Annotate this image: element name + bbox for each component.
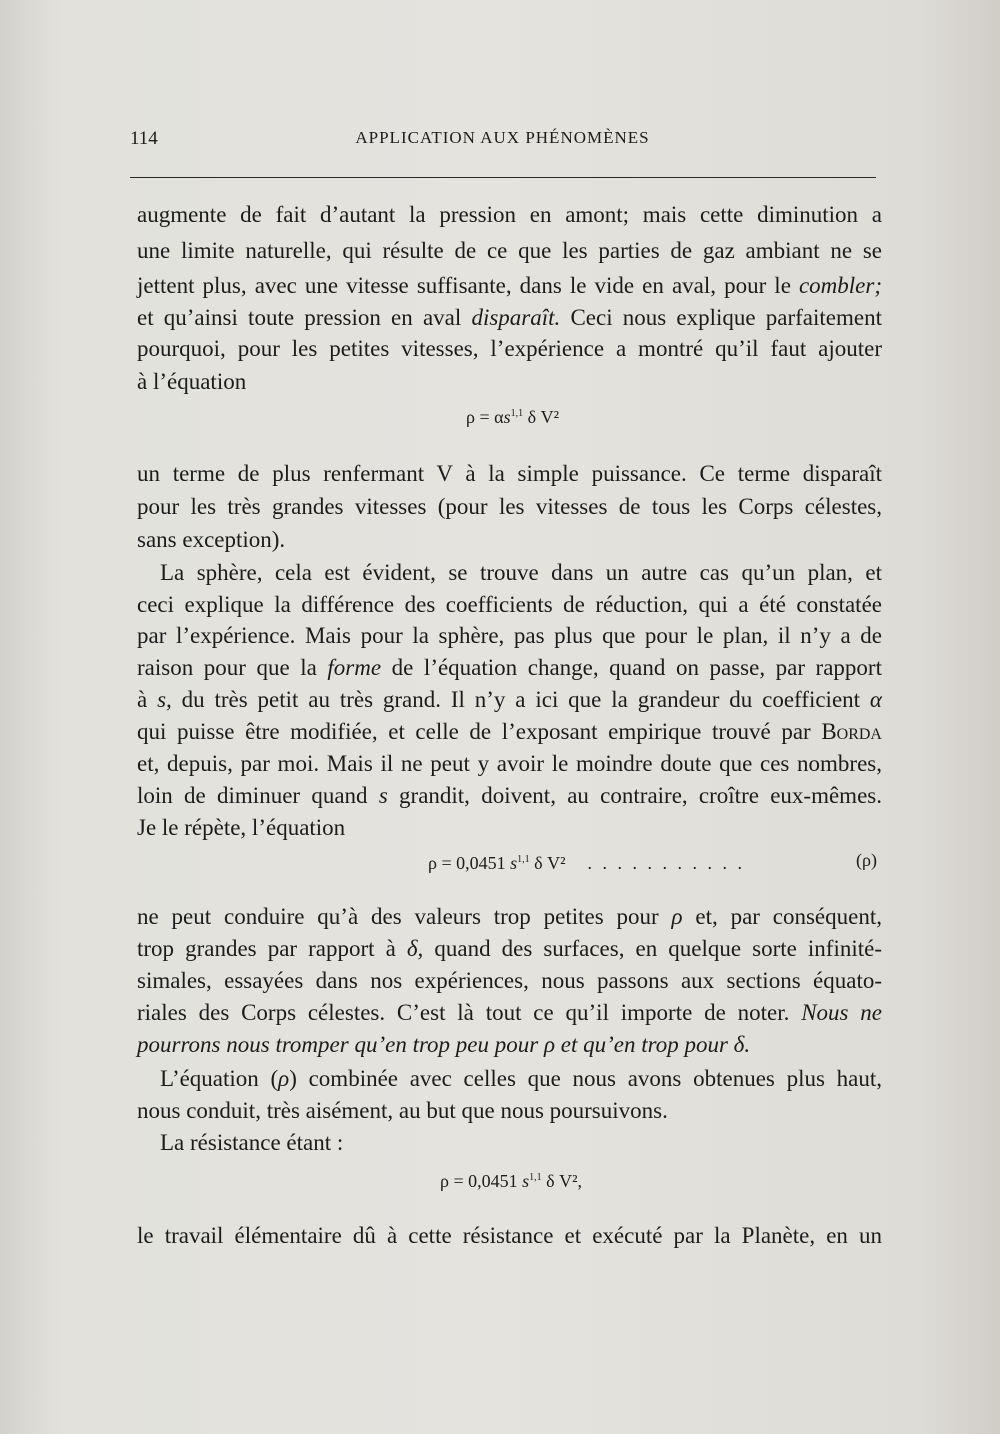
- header-rule: [130, 177, 876, 178]
- equation-3: ρ = 0,0451 $s^{1,1}$ δ V²,: [440, 1171, 583, 1191]
- text-line: et, depuis, par moi. Mais il ne peut y avoir le moindre doute que ces nombres,: [137, 751, 882, 776]
- dot-leader: . . . . . . . . . . .: [587, 853, 746, 873]
- text-line: La sphère, cela est évident, se trouve dans un autre cas qu’un plan, et: [160, 560, 882, 585]
- text-line: une limite naturelle, qui résulte de ce que les parties de gaz ambiant ne se: [137, 238, 882, 263]
- text-line: le travail élémentaire dû à cette résistance et exécuté par la Planète, en un: [137, 1223, 882, 1248]
- text-line: qui puisse être modifiée, et celle de l’exposant empirique trouvé par Borda: [137, 719, 882, 744]
- text-line: trop grandes par rapport à δ, quand des surfaces, en quelque sorte infinité-: [137, 936, 882, 961]
- text-line: jettent plus, avec une vitesse suffisante, dans le vide en aval, pour le combler;: [137, 273, 882, 298]
- text-line: par l’expérience. Mais pour la sphère, pas plus que pour le plan, il n’y a de: [137, 623, 882, 648]
- text-line: loin de diminuer quand s grandit, doivent, au contraire, croître eux-mêmes.: [137, 783, 882, 808]
- text-line: nous conduit, très aisément, au but que nous poursuivons.: [137, 1098, 668, 1123]
- equation-1: ρ = αs$^{1,1}$ δ V²: [466, 407, 559, 427]
- text-line: La résistance étant :: [160, 1130, 344, 1155]
- text-line: pourquoi, pour les petites vitesses, l’expérience a montré qu’il faut ajouter: [137, 336, 882, 361]
- text-line: ceci explique la différence des coefficients de réduction, qui a été constatée: [137, 592, 882, 617]
- text-line: raison pour que la forme de l’équation change, quand on passe, par rapport: [137, 655, 882, 680]
- text-line: L’équation (ρ) combinée avec celles que nous avons obtenues plus haut,: [160, 1066, 882, 1091]
- text-line: augmente de fait d’autant la pression en amont; mais cette diminution a: [137, 202, 882, 227]
- text-line: à s, du très petit au très grand. Il n’y a ici que la grandeur du coefficient α: [137, 687, 882, 712]
- text-line: pour les très grandes vitesses (pour les vitesses de tous les Corps célestes,: [137, 494, 882, 519]
- text-line: pourrons nous tromper qu’en trop peu pour ρ et qu’en trop pour δ.: [137, 1032, 751, 1057]
- page-header: [130, 128, 875, 158]
- running-head: APPLICATION AUX PHÉNOMÈNES: [355, 128, 650, 147]
- text-line: à l’équation: [137, 369, 247, 394]
- text-line: un terme de plus renfermant V à la simple puissance. Ce terme disparaît: [137, 461, 882, 486]
- text-line: ne peut conduire qu’à des valeurs trop petites pour ρ et, par conséquent,: [137, 904, 882, 929]
- text-line: et qu’ainsi toute pression en aval disparaît. Ceci nous explique parfaitement: [137, 305, 882, 330]
- text-line: simales, essayées dans nos expériences, nous passons aux sections équato-: [137, 968, 882, 993]
- equation-tag: (ρ): [856, 850, 877, 870]
- text-line: riales des Corps célestes. C’est là tout ce qu’il importe de noter. Nous ne: [137, 1000, 883, 1025]
- text-line: sans exception).: [137, 527, 286, 552]
- equation-2: ρ = 0,0451 $s^{1,1}$ δ V² . . . . . . . . . . .: [428, 853, 746, 873]
- page-number: 114: [130, 128, 158, 149]
- text-line: Je le répète, l’équation: [137, 815, 346, 840]
